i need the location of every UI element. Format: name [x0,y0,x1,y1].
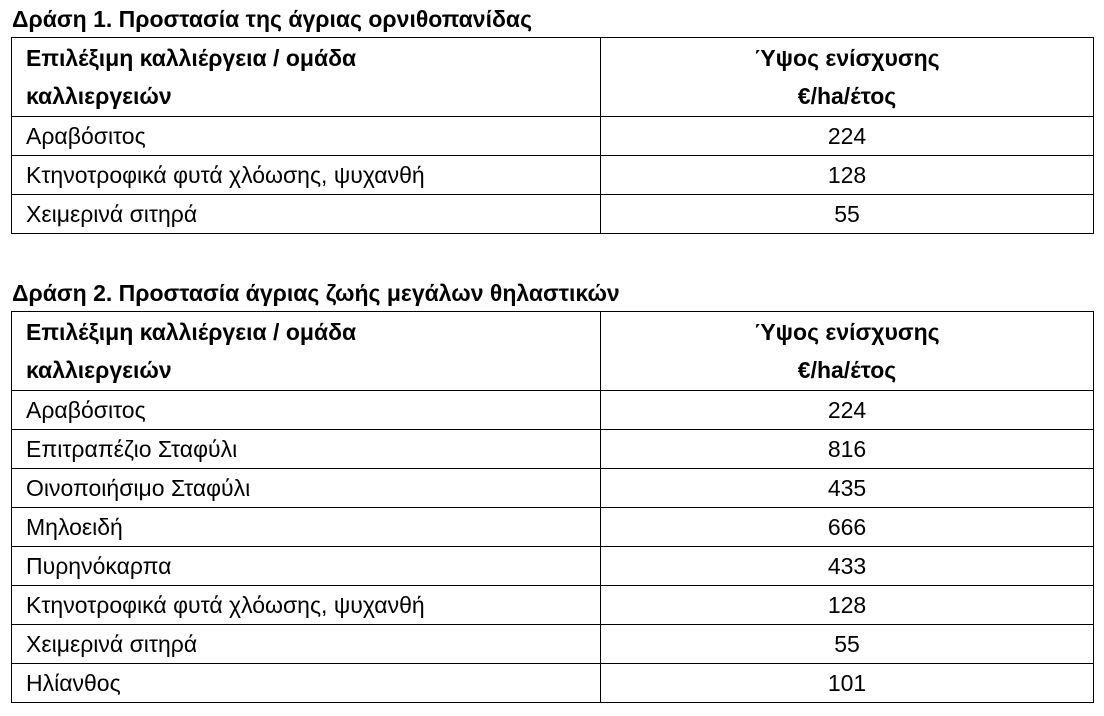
column-header-amount-line-1: Ύψος ενίσχυσης [754,319,940,345]
table-row [12,391,1094,430]
support-amount-cell: 128 [601,586,1094,625]
table-row [12,625,1094,664]
column-header-amount [601,38,1094,117]
column-header-amount [601,312,1094,391]
table-row [12,156,1094,195]
table-row [12,195,1094,234]
crop-name-cell: Μηλοειδή [12,508,601,547]
table-row [12,547,1094,586]
table-body-action-1 [12,117,1094,234]
support-amount-cell: 224 [601,117,1094,156]
table-row [12,508,1094,547]
column-header-amount-line-1: Ύψος ενίσχυσης [754,45,940,71]
section-title-action-2: Δράση 2. Προστασία άγριας ζωής μεγάλων θηλαστικών [12,280,620,306]
support-amount-cell: 128 [601,156,1094,195]
crop-name-cell: Κτηνοτροφικά φυτά χλόωσης, ψυχανθή [12,586,601,625]
table-header-row [12,38,1094,117]
table-row [12,586,1094,625]
support-amount-cell: 433 [601,547,1094,586]
support-table-action-2 [11,311,1094,703]
column-header-crop-line-2: καλλιεργειών [26,357,172,383]
table-body-action-2 [12,391,1094,703]
table-row [12,664,1094,703]
column-header-crop [12,312,601,391]
crop-name-cell: Χειμερινά σιτηρά [12,195,601,234]
support-amount-cell: 55 [601,195,1094,234]
section-title-action-1: Δράση 1. Προστασία της άγριας ορνιθοπανίδας [12,6,533,32]
crop-name-cell: Πυρηνόκαρπα [12,547,601,586]
crop-name-cell: Ηλίανθος [12,664,601,703]
crop-name-cell: Χειμερινά σιτηρά [12,625,601,664]
support-amount-cell: 101 [601,664,1094,703]
support-amount-cell: 816 [601,430,1094,469]
table-row [12,117,1094,156]
column-header-amount-line-2: €/ha/έτος [797,83,897,109]
support-amount-cell: 666 [601,508,1094,547]
column-header-crop [12,38,601,117]
column-header-amount-line-2: €/ha/έτος [797,357,897,383]
column-header-crop-line-1: Επιλέξιμη καλλιέργεια / ομάδα [26,319,357,345]
crop-name-cell: Οινοποιήσιμο Σταφύλι [12,469,601,508]
column-header-crop-line-1: Επιλέξιμη καλλιέργεια / ομάδα [26,45,357,71]
crop-name-cell: Κτηνοτροφικά φυτά χλόωσης, ψυχανθή [12,156,601,195]
support-table-action-1 [11,37,1094,234]
crop-name-cell: Αραβόσιτος [12,117,601,156]
table-row [12,469,1094,508]
support-amount-cell: 55 [601,625,1094,664]
support-amount-cell: 224 [601,391,1094,430]
crop-name-cell: Αραβόσιτος [12,391,601,430]
table-row [12,430,1094,469]
column-header-crop-line-2: καλλιεργειών [26,83,172,109]
crop-name-cell: Επιτραπέζιο Σταφύλι [12,430,601,469]
table-header-row [12,312,1094,391]
support-amount-cell: 435 [601,469,1094,508]
